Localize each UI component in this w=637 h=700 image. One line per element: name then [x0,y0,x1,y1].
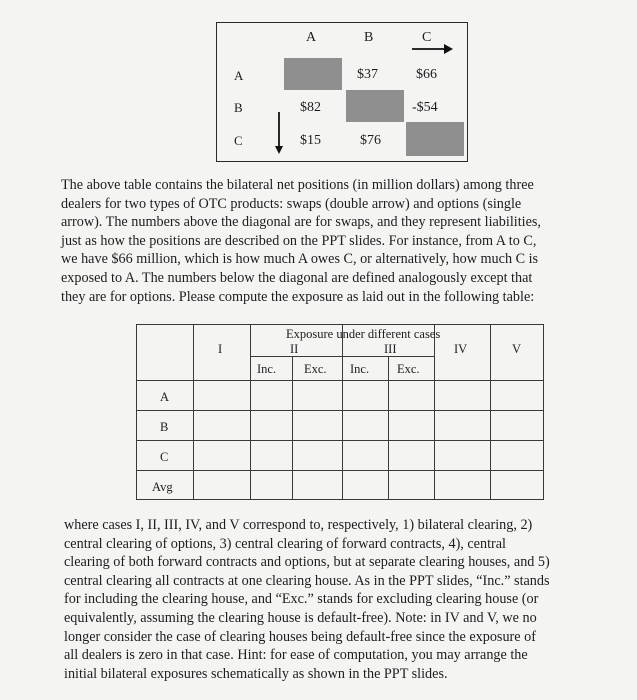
row-label-avg: Avg [152,480,173,494]
matrix-bottom-border [216,161,468,162]
case-header-ii: II [290,342,299,356]
explanation-paragraph: where cases I, II, III, IV, and V correspond to, respectively, 1) bilateral clearing, 2) central clearing of options, 3) central clearing of forward contracts, 4), central clearing of both forward contracts and options, but at separate clearing houses, and 5) central clearing all contracts at one clearing house. As in the PPT slides, “Inc.” stands for including the clearing house, and “Exc.” stands for excluding clearing house (or equivalently, assuming the clearing house is default-free). Note: in IV and V, we no longer consider the case of clearing houses being default-free since the exposure of all dealers is zero in that case. Hint: for ease of computation, you may arrange the initial bilateral exposures schematically as shown in the PPT slides. [64,517,550,682]
col-divider-iii-inc [388,356,389,500]
col-divider-iv [490,324,491,500]
case-header-v: V [512,342,522,356]
matrix-left-border [216,22,217,162]
sub-header-ii-inc: Inc. [257,362,277,376]
case-header-iv: IV [454,342,468,356]
table-top-border [136,324,544,325]
row-label-a: A [160,390,170,404]
col-divider-i [250,324,251,500]
matrix-row-header-c: C [234,133,243,148]
header-bottom-rule [136,380,544,381]
row-rule-b [136,440,544,441]
cell-b-a: $82 [300,100,321,115]
option-arrow-shaft [278,112,280,148]
col-divider-iii [434,324,435,500]
cell-b-c: -$54 [412,100,438,115]
case-header-iii: III [384,342,397,356]
col-divider-ii [342,324,343,500]
bilateral-positions-matrix [216,22,468,162]
row-label-b: B [160,420,169,434]
exposure-table [136,324,544,500]
case-header-i: I [218,342,223,356]
diagonal-cell-c [406,122,464,156]
sub-header-iii-exc: Exc. [397,362,420,376]
swap-arrow-head-icon [444,44,453,54]
diagonal-cell-b [346,90,404,122]
sub-header-ii-exc: Exc. [304,362,327,376]
matrix-row-header-b: B [234,100,243,115]
matrix-row-header-a: A [234,68,244,83]
matrix-col-header-b: B [364,30,374,45]
col-divider-label [193,324,194,500]
table-right-border [543,324,544,500]
col-divider-ii-inc [292,356,293,500]
cell-a-c: $66 [416,67,437,82]
row-rule-a [136,410,544,411]
row-label-c: C [160,450,169,464]
cell-c-a: $15 [300,133,321,148]
swap-arrow-shaft [412,48,446,50]
matrix-right-border [467,22,468,162]
exposure-table-caption: Exposure under different cases [286,327,441,341]
header-sub-rule [250,356,434,357]
diagonal-cell-a [284,58,342,90]
table-left-border [136,324,137,500]
cell-c-b: $76 [360,133,381,148]
matrix-col-header-a: A [306,30,317,45]
matrix-col-header-c: C [422,30,432,45]
sub-header-iii-inc: Inc. [350,362,370,376]
matrix-top-border [216,22,468,23]
intro-paragraph: The above table contains the bilateral net positions (in million dollars) among three dealers for two types of OTC products: swaps (double arrow) and options (single arrow). The numbers above the diagonal are for swaps, and they represent liabilities, just as how the positions are described on the PPT slides. For instance, from A to C, we have $66 million, which is how much A owes C, or alternatively, how much C is exposed to A. The numbers below the diagonal are defined analogously except that they are for options. Please compute the exposure as laid out in the following table: [61,177,541,305]
cell-a-b: $37 [357,67,378,82]
row-rule-c [136,470,544,471]
table-bottom-border [136,499,544,500]
option-arrow-head-icon [275,146,283,154]
